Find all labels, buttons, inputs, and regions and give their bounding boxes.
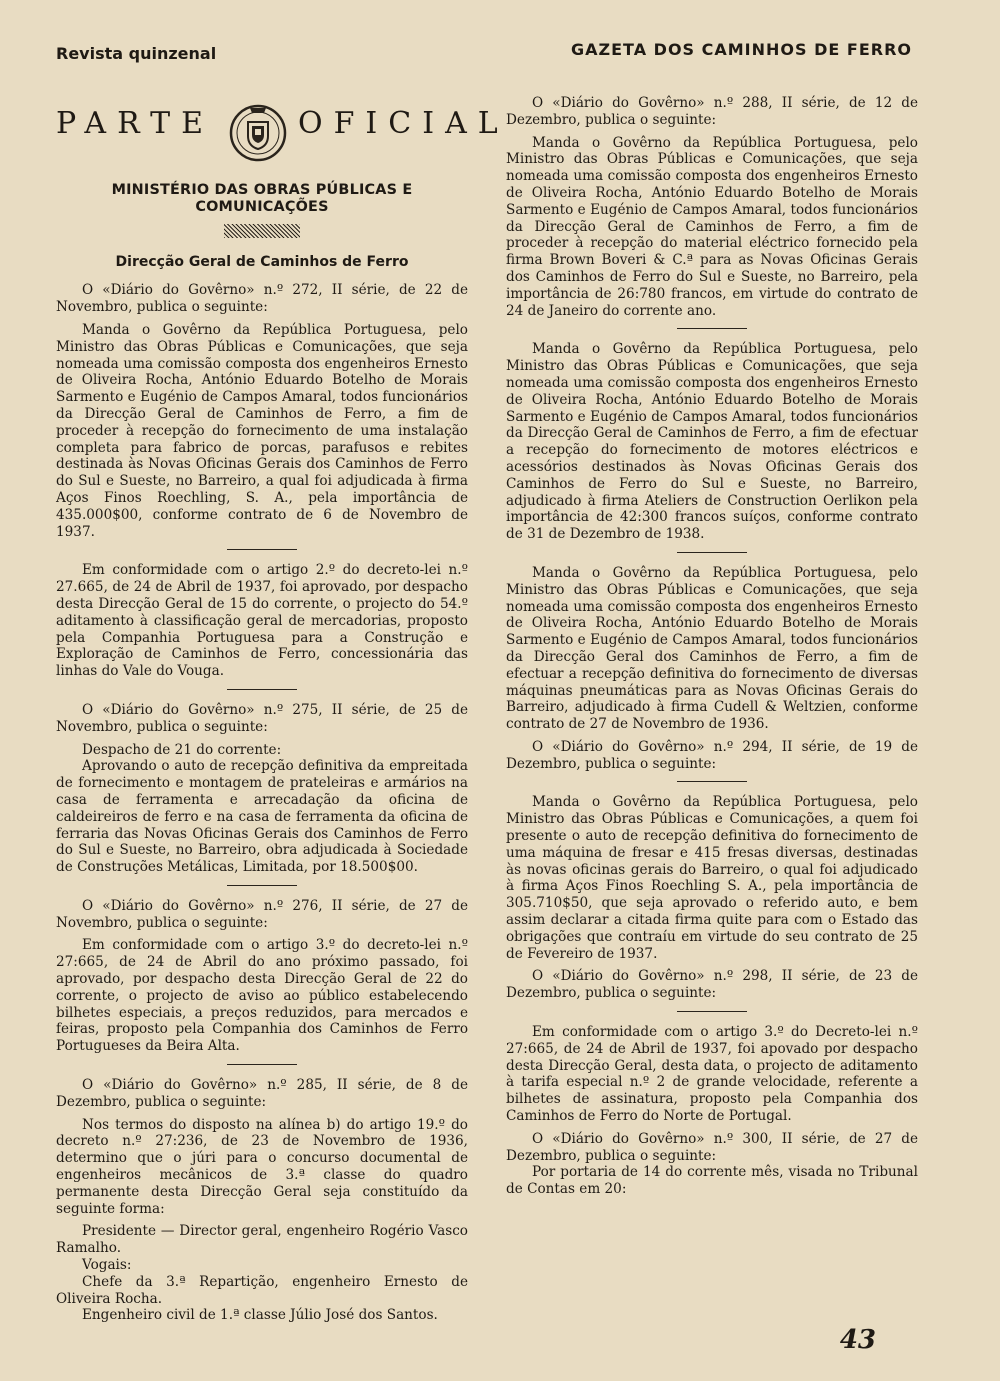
separator — [677, 1011, 747, 1012]
paragraph: Engenheiro civil de 1.ª classe Júlio José dos Santos. — [82, 1307, 438, 1324]
paragraph: Em conformidade com o artigo 3.º do decreto-lei n.º 27:665, de 24 de Abril do ano próximo passado, foi aprovado, por despacho desta Direcção Geral de 22 do corrente, o projecto de aviso ao público estabelecendo bilhetes especiais, a preços reduzidos, para mercados e feiras, proposto pela Companhia dos Caminhos de Ferro Portugueses da Beira Alta. — [56, 937, 468, 1055]
paragraph: Aprovando o auto de recepção definitiva da empreitada de fornecimento e montagem de prateleiras e armários na casa de ferramenta e arrecadação da oficina de caldeireiros de ferro e na casa de ferramenta da oficina de ferraria das Novas Oficinas Gerais dos Caminhos de Ferro do Sul e Sueste, no Barreiro, obra adjudicada à Sociedade de Construções Metálicas, Limitada, por 18.500$00. — [56, 758, 468, 876]
department-title: Direcção Geral de Caminhos de Ferro — [115, 253, 409, 270]
paragraph: Em conformidade com o artigo 2.º do decreto-lei n.º 27.665, de 24 de Abril de 1937, foi aprovado, por despacho desta Direcção Geral de 15 do corrente, o projecto do 54.º aditamento à classificação geral de mercadorias, proposto pela Companhia Portuguesa para a Construção e Exploração de Caminhos de Ferro, concessionária das linhas do Vale do Vouga. — [56, 562, 468, 680]
paragraph: O «Diário do Govêrno» n.º 272, II série, de 22 de Novembro, publica o seguinte: — [56, 282, 468, 316]
paragraph: Manda o Govêrno da República Portuguesa, pelo Ministro das Obras Públicas e Comunicações, que seja nomeada uma comissão composta dos engenheiros Ernesto de Oliveira Rocha, António Eduardo Botelho de Morais Sarmento e Eugénio de Campos Amaral, todos funcionários da Direcção Geral de Caminhos de Ferro, a fim de proceder à recepção do material eléctrico fornecido pela firma Brown Boveri & C.ª para as Novas Oficinas Gerais dos Caminhos de Ferro do Sul e Sueste, no Barreiro, pela importância de 26:780 francos, em virtude do contrato de 24 de Janeiro do corrente ano. — [506, 134, 918, 319]
separator — [677, 552, 747, 553]
paragraph: Vogais: — [82, 1257, 132, 1274]
masthead — [56, 90, 509, 182]
paragraph: Nos termos do disposto na alínea b) do artigo 19.º do decreto n.º 27:236, de 23 de Novembro de 1936, determino que o júri para o concurso documental de engenheiros mecânicos de 3.ª classe do quadro permanente desta Direcção Geral seja constituído da seguinte forma: — [56, 1116, 468, 1217]
header-right: GAZETA DOS CAMINHOS DE FERRO — [570, 40, 912, 59]
paragraph: Manda o Govêrno da República Portuguesa, pelo Ministro das Obras Públicas e Comunicações, que seja nomeada uma comissão composta dos engenheiros Ernesto de Oliveira Rocha, António Eduardo Botelho de Morais Sarmento e Eugénio de Campos Amaral, todos funcionários da Direcção Geral dos Caminhos de Ferro, a fim de efectuar a recepção definitiva do fornecimento de diversas máquinas pneumáticas para as Novas Oficinas Gerais do Barreiro, adjudicado à firma Cudell & Weltzien, conforme contrato de 27 de Novembro de 1936. — [506, 564, 918, 733]
paragraph: O «Diário do Govêrno» n.º 276, II série, de 27 de Novembro, publica o seguinte: — [56, 897, 468, 931]
separator — [677, 328, 747, 329]
page-number: 43 — [839, 1325, 876, 1355]
masthead-parte: PARTE — [56, 106, 215, 141]
paragraph: Manda o Govêrno da República Portuguesa, pelo Ministro das Obras Públicas e Comunicações, que seja nomeada uma comissão composta dos engenheiros Ernesto de Oliveira Rocha, António Eduardo Botelho de Morais Sarmento e Eugénio de Campos Amaral, todos funcionários da Direcção Geral de Caminhos de Ferro, a fim de proceder à recepção do fornecimento de uma instalação completa para fabrico de porcas, parafusos e rebites destinada às Novas Oficinas Gerais dos Caminhos de Ferro do Sul e Sueste, no Barreiro, a qual foi adjudicada à firma Aços Finos Roechling, S. A., pela importância de 435.000$00, conforme contrato de 6 de Novembro de 1937. — [56, 321, 468, 540]
header-left: Revista quinzenal — [56, 44, 217, 63]
left-column — [56, 90, 509, 1324]
ministry-title: MINISTÉRIO DAS OBRAS PÚBLICAS E COMUNICAÇÕES — [111, 182, 413, 215]
coat-of-arms-icon — [228, 100, 288, 166]
masthead-oficial: OFICIAL — [298, 106, 509, 141]
separator — [227, 689, 297, 690]
hatched-divider — [224, 224, 300, 238]
paragraph: Despacho de 21 do corrente: — [82, 741, 282, 758]
paragraph: O «Diário do Govêrno» n.º 285, II série, de 8 de Dezembro, publica o seguinte: — [56, 1077, 468, 1110]
paragraph: Em conformidade com o artigo 3.º do Decreto-lei n.º 27:665, de 24 de Abril de 1937, foi apovado por despacho desta Direcção Geral, desta data, o projecto de aditamento à tarifa especial n.º 2 de grande velocidade, referente a bilhetes de assinatura, proposto pela Companhia dos Caminhos de Ferro do Norte de Portugal. — [506, 1024, 918, 1125]
separator — [227, 549, 297, 550]
separator — [227, 885, 297, 886]
paragraph: O «Diário do Govêrno» n.º 275, II série, de 25 de Novembro, publica o seguinte: — [56, 701, 468, 735]
paragraph: O «Diário do Govêrno» n.º 300, II série, de 27 de Dezembro, publica o seguinte: — [506, 1130, 918, 1164]
paragraph: Chefe da 3.ª Repartição, engenheiro Ernesto de Oliveira Rocha. — [56, 1273, 468, 1307]
right-column — [506, 95, 918, 1198]
separator — [677, 781, 747, 782]
separator — [227, 1064, 297, 1065]
paragraph: Presidente — Director geral, engenheiro Rogério Vasco Ramalho. — [56, 1223, 468, 1257]
paragraph: O «Diário do Govêrno» n.º 294, II série, de 19 de Dezembro, publica o seguinte: — [506, 738, 918, 772]
paragraph: O «Diário do Govêrno» n.º 288, II série, de 12 de Dezembro, publica o seguinte: — [506, 95, 918, 128]
paragraph: O «Diário do Govêrno» n.º 298, II série, de 23 de Dezembro, publica o seguinte: — [506, 968, 918, 1002]
paragraph: Manda o Govêrno da República Portuguesa, pelo Ministro das Obras Públicas e Comunicações, a quem foi presente o auto de recepção definitiva do fornecimento de uma máquina de fresar e 415 fresas diversas, destinadas às novas oficinas gerais do Barreiro, o qual foi adjudicado à firma Aços Finos Roechling S. A., pela importância de 305.710$50, que seja aprovado o referido auto, e bem assim declarar a citada firma quite para com o Estado das obrigações que contraíu em virtude do seu contrato de 25 de Fevereiro de 1937. — [506, 794, 918, 962]
paragraph: Manda o Govêrno da República Portuguesa, pelo Ministro das Obras Públicas e Comunicações, que seja nomeada uma comissão composta dos engenheiros Ernesto de Oliveira Rocha, António Eduardo Botelho de Morais Sarmento e Eugénio de Campos Amaral, todos funcionários da Direcção Geral de Caminhos de Ferro, a fim de efectuar a recepção do fornecimento de motores eléctricos e acessórios destinados às Novas Oficinas Gerais dos Caminhos de Ferro do Sul e Sueste, no Barreiro, adjudicado à firma Ateliers de Construction Oerlikon pela importância de 42:300 francos suíços, conforme contrato de 31 de Dezembro de 1938. — [506, 341, 918, 543]
paragraph: Por portaria de 14 do corrente mês, visada no Tribunal de Contas em 20: — [506, 1164, 918, 1198]
